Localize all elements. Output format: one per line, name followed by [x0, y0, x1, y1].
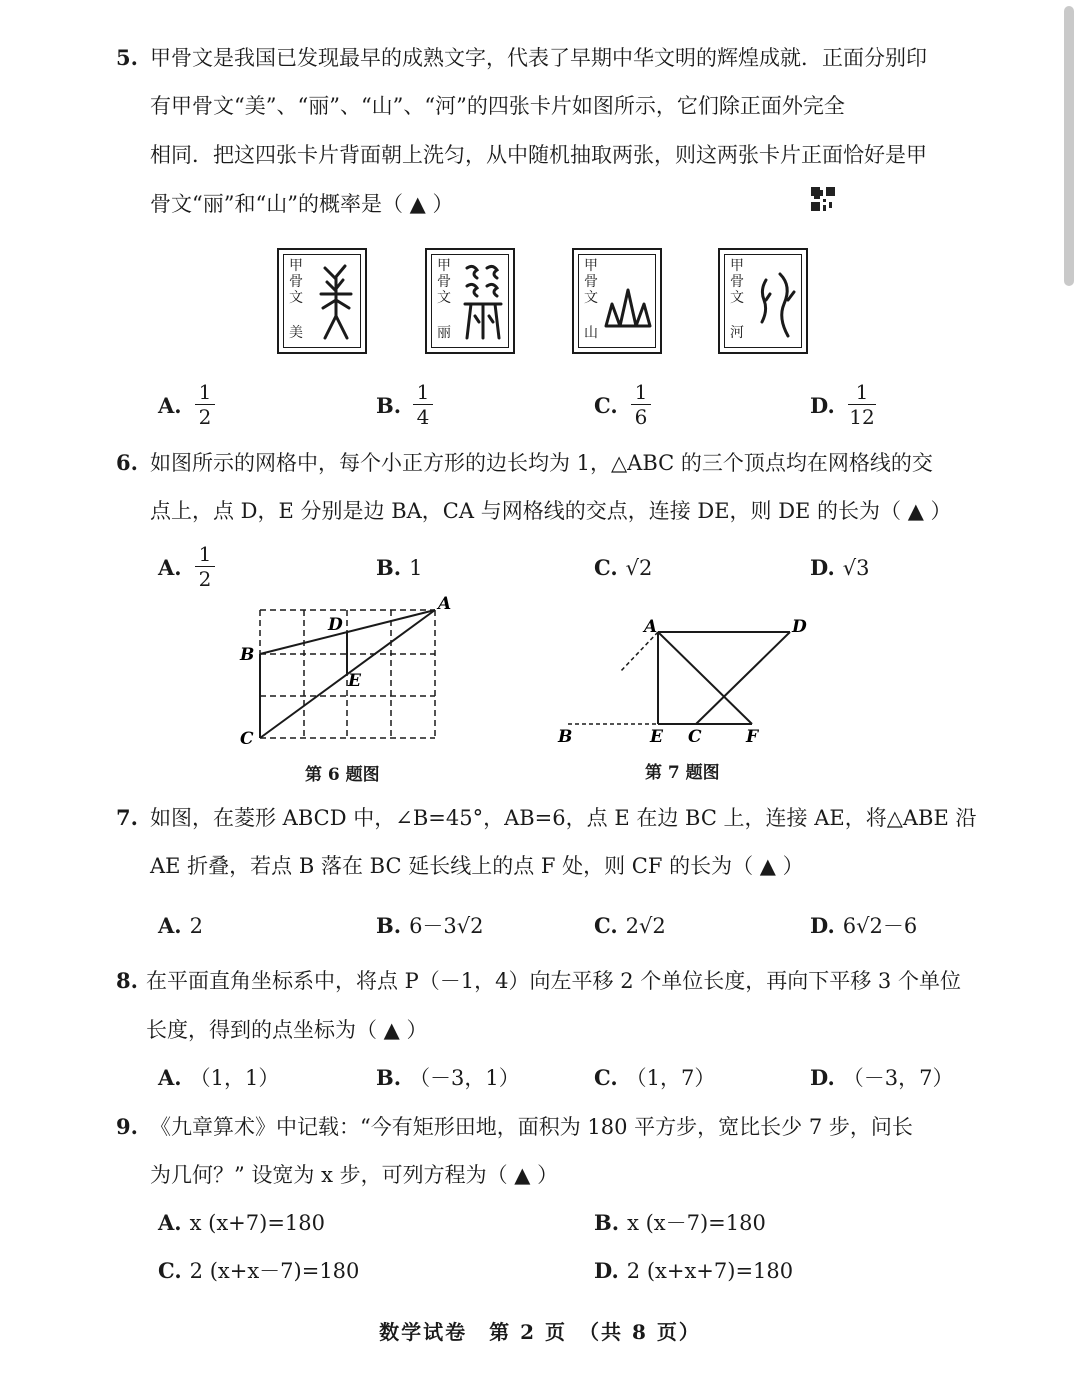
numerator: 1: [198, 542, 212, 566]
question-7-line-2: AE 折叠，若点 B 落在 BC 延长线上的点 F 处，则 CF 的长为（ ▲ ）: [150, 854, 804, 878]
option-label: A.: [158, 1210, 182, 1235]
question-9-line-1: 《九章算术》中记载：“今有矩形田地，面积为 180 平方步，宽比长少 7 步，问长: [150, 1115, 913, 1139]
figure-6-grid: [230, 594, 460, 754]
option-label: C.: [594, 393, 618, 418]
card-shan: [572, 248, 662, 354]
option-label: A.: [158, 913, 182, 938]
question-6-number: 6.: [116, 450, 138, 475]
q6-option-a[interactable]: [158, 554, 190, 582]
question-8-line-1: 在平面直角坐标系中，将点 P（－1，4）向左平移 2 个单位长度，再向下平移 3 个单位: [146, 969, 961, 993]
point-a-label: A: [644, 617, 658, 637]
point-f-label: F: [746, 727, 759, 747]
card-label: 甲骨文: [437, 258, 451, 306]
q8-option-d[interactable]: [810, 1064, 954, 1092]
question-5-line-2: 有甲骨文“美”、“丽”、“山”、“河”的四张卡片如图所示，它们除正面外完全: [150, 94, 845, 118]
q6-option-d[interactable]: [810, 554, 870, 582]
card-name: 美: [289, 325, 303, 341]
q9-option-d[interactable]: [594, 1257, 793, 1285]
option-value: （－3，1）: [409, 1066, 520, 1090]
card-li: [425, 248, 515, 354]
option-value: 2 (x+x+7)=180: [626, 1259, 794, 1283]
numerator: 1: [416, 380, 430, 404]
q5-option-b[interactable]: [376, 392, 409, 420]
option-label: D.: [810, 555, 835, 580]
option-label: B.: [594, 1210, 620, 1235]
q5-option-a[interactable]: [158, 392, 190, 420]
option-value: （1，7）: [625, 1066, 716, 1090]
figure-7-caption: 第 7 题图: [645, 763, 720, 783]
question-8-number: 8.: [116, 968, 138, 993]
q7-option-b[interactable]: [376, 912, 484, 940]
q5-option-d-fraction: [848, 381, 876, 428]
option-label: A.: [158, 1065, 182, 1090]
card-name: 河: [730, 325, 744, 341]
option-value: （－3，7）: [842, 1066, 954, 1090]
q9-option-b[interactable]: [594, 1209, 766, 1237]
option-label: C.: [594, 913, 618, 938]
card-name: 丽: [437, 325, 451, 341]
q5-option-b-fraction: [413, 381, 433, 428]
option-value: 2 (x+x－7)=180: [189, 1259, 360, 1283]
numerator: 1: [855, 380, 869, 404]
option-value: （1，1）: [189, 1066, 280, 1090]
q8-option-b[interactable]: [376, 1064, 520, 1092]
option-label: C.: [594, 555, 618, 580]
option-label: D.: [810, 913, 835, 938]
point-c-label: C: [688, 727, 702, 747]
point-c-label: C: [240, 729, 254, 749]
option-value: 2: [189, 914, 203, 938]
option-label: B.: [376, 393, 402, 418]
q8-option-c[interactable]: [594, 1064, 715, 1092]
option-value: x (x+7)=180: [189, 1211, 325, 1235]
numerator: 1: [634, 380, 648, 404]
card-he: [718, 248, 808, 354]
card-label: 甲骨文: [730, 258, 744, 306]
q5-option-c[interactable]: [594, 392, 626, 420]
q9-option-a[interactable]: [158, 1209, 325, 1237]
option-label: C.: [594, 1065, 618, 1090]
figure-7-rhombus: [550, 606, 820, 756]
denominator: 6: [634, 405, 648, 429]
point-d-label: D: [792, 617, 807, 637]
question-9-line-2: 为几何？” 设宽为 x 步，可列方程为（ ▲ ）: [150, 1163, 559, 1187]
q6-option-c[interactable]: [594, 554, 652, 582]
oracle-mei-glyph-icon: [313, 260, 359, 344]
page-footer: 数学试卷 第 2 页 （共 8 页）: [379, 1320, 701, 1344]
oracle-he-glyph-icon: [754, 260, 800, 344]
card-label: 甲骨文: [584, 258, 598, 306]
oracle-li-glyph-icon: [461, 260, 507, 344]
question-8-line-2: 长度，得到的点坐标为（ ▲ ）: [146, 1018, 428, 1042]
point-e-label: E: [650, 727, 663, 747]
option-label: D.: [810, 1065, 835, 1090]
q6-option-a-fraction: [195, 543, 215, 590]
oracle-shan-glyph-icon: [602, 260, 654, 344]
option-value: √3: [842, 556, 870, 580]
card-mei: [277, 248, 367, 354]
question-9-number: 9.: [116, 1114, 138, 1139]
q7-option-c[interactable]: [594, 912, 666, 940]
option-label: D.: [594, 1258, 619, 1283]
question-6-line-1: 如图所示的网格中，每个小正方形的边长均为 1，△ABC 的三个顶点均在网格线的交: [150, 451, 933, 475]
card-name: 山: [584, 325, 598, 341]
option-label: C.: [158, 1258, 182, 1283]
denominator: 2: [198, 567, 212, 591]
figure-6-caption: 第 6 题图: [305, 765, 380, 785]
point-e-label: E: [348, 671, 361, 691]
option-value: 1: [409, 556, 423, 580]
q9-option-c[interactable]: [158, 1257, 359, 1285]
option-label: A.: [158, 393, 182, 418]
denominator: 4: [416, 405, 430, 429]
point-b-label: B: [240, 645, 255, 665]
question-5-number: 5.: [116, 45, 138, 70]
option-label: A.: [158, 555, 182, 580]
option-value: 6√2－6: [842, 914, 918, 938]
option-label: B.: [376, 1065, 402, 1090]
option-label: B.: [376, 913, 402, 938]
q5-option-d[interactable]: [810, 392, 843, 420]
option-value: x (x－7)=180: [627, 1211, 766, 1235]
vertical-scrollbar[interactable]: [1064, 6, 1074, 286]
question-5-line-1: 甲骨文是我国已发现最早的成熟文字，代表了早期中华文明的辉煌成就．正面分别印: [150, 46, 927, 70]
option-value: 2√2: [625, 914, 666, 938]
q7-option-d[interactable]: [810, 912, 917, 940]
q5-option-c-fraction: [631, 381, 651, 428]
qr-code-icon: [811, 187, 835, 211]
q8-option-a[interactable]: [158, 1064, 279, 1092]
question-7-number: 7.: [116, 805, 138, 830]
q5-option-a-fraction: [195, 381, 215, 428]
question-5-line-4: 骨文“丽”和“山”的概率是（ ▲ ）: [150, 192, 454, 216]
point-a-label: A: [438, 594, 452, 614]
q7-option-a[interactable]: [158, 912, 203, 940]
option-label: D.: [810, 393, 835, 418]
question-7-line-1: 如图，在菱形 ABCD 中，∠B=45°，AB=6，点 E 在边 BC 上，连接 AE，将△ABE 沿: [150, 806, 977, 830]
q6-option-b[interactable]: [376, 554, 422, 582]
numerator: 1: [198, 380, 212, 404]
denominator: 12: [849, 405, 875, 429]
option-value: 6－3√2: [409, 914, 484, 938]
option-value: √2: [625, 556, 653, 580]
card-label: 甲骨文: [289, 258, 303, 306]
question-5-line-3: 相同．把这四张卡片背面朝上洗匀，从中随机抽取两张，则这两张卡片正面恰好是甲: [150, 143, 927, 167]
denominator: 2: [198, 405, 212, 429]
point-d-label: D: [328, 615, 343, 635]
option-label: B.: [376, 555, 402, 580]
point-b-label: B: [558, 727, 573, 747]
question-6-line-2: 点上，点 D，E 分别是边 BA，CA 与网格线的交点，连接 DE，则 DE 的长为（ ▲ ）: [150, 499, 952, 523]
